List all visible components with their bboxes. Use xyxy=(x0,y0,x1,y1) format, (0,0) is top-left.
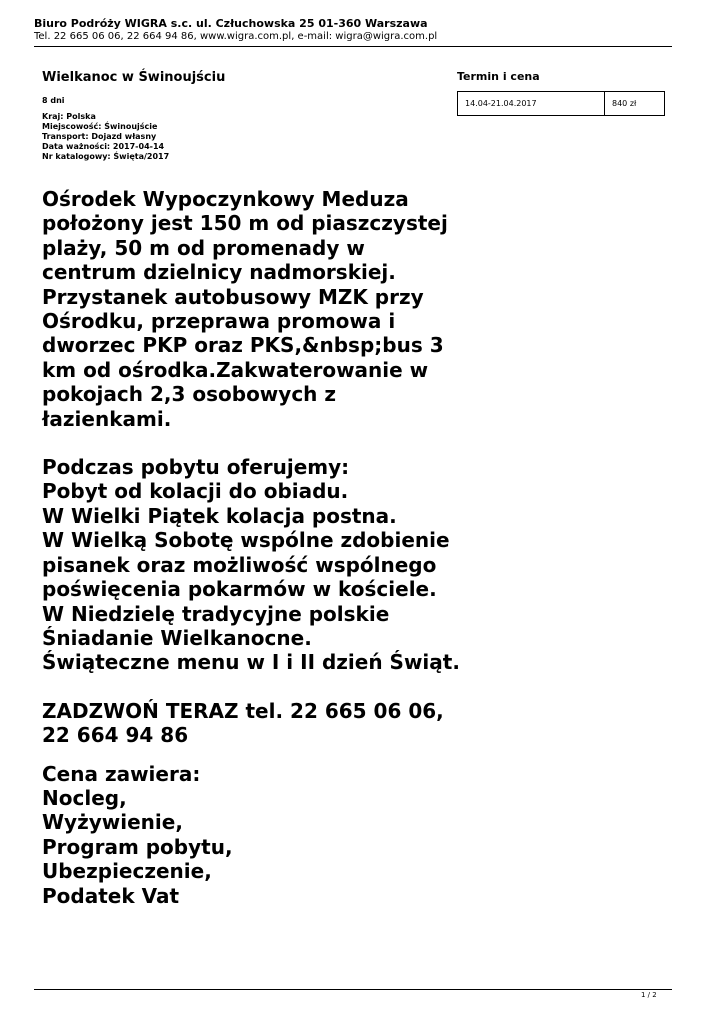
offer-list xyxy=(42,455,462,675)
includes-list xyxy=(42,762,462,908)
list-item: W Wielką Sobotę wspólne zdobienie pisanek oraz możliwość wspólnego poświęcenia pokarmów w kościele. xyxy=(42,528,450,602)
list-item: Program pobytu, xyxy=(42,834,233,859)
meta-location: Miejscowość: Świnoujście xyxy=(42,122,158,131)
meta-country: Kraj: Polska xyxy=(42,112,96,121)
list-item: Wyżywienie, xyxy=(42,810,183,835)
meta-catalog-number: Nr katalogowy: Święta/2017 xyxy=(42,152,170,161)
meta-transport: Transport: Dojazd własny xyxy=(42,132,157,141)
description-paragraph: Ośrodek Wypoczynkowy Meduza położony jest 150 m od piaszczystej plaży, 50 m od promenady w centrum dzielnicy nadmorskiej. Przystanek autobusowy MZK przy Ośrodku, przeprawa promowa i dworzec PKP oraz PKS,&nbsp;bus 3 km od ośrodka.Zakwaterowanie w pokojach 2,3 osobowych z łazienkami. xyxy=(42,187,448,431)
description xyxy=(42,187,462,908)
list-item: Podczas pobytu oferujemy: xyxy=(42,455,350,480)
company-name: Biuro Podróży WIGRA s.c. ul. Człuchowska 25 01-360 Warszawa xyxy=(34,17,428,30)
price-heading: Termin i cena xyxy=(457,70,540,83)
list-item: Ubezpieczenie, xyxy=(42,859,212,884)
list-item: Świąteczne menu w I i II dzień Świąt. xyxy=(42,650,460,675)
list-item: Pobyt od kolacji do obiadu. xyxy=(42,479,349,504)
list-item: Nocleg, xyxy=(42,785,127,810)
price-dates: 14.04-21.04.2017 xyxy=(458,92,605,116)
meta-valid-date: Data ważności: 2017-04-14 xyxy=(42,142,165,151)
table-row xyxy=(458,92,665,116)
trip-title: Wielkanoc w Świnoujściu xyxy=(42,70,226,85)
price-amount: 840 zł xyxy=(605,92,665,116)
trip-meta xyxy=(42,112,169,162)
list-item: W Wielki Piątek kolacja postna. xyxy=(42,503,397,528)
company-contact: Tel. 22 665 06 06, 22 664 94 86, www.wigra.com.pl, e-mail: wigra@wigra.com.pl xyxy=(34,31,438,42)
trip-duration: 8 dni xyxy=(42,96,65,105)
header-divider xyxy=(34,46,672,47)
list-item: W Niedzielę tradycyjne polskie Śniadanie Wielkanocne. xyxy=(42,601,390,650)
footer-divider xyxy=(34,989,672,990)
price-table xyxy=(457,91,665,116)
call-to-action: ZADZWOŃ TERAZ tel. 22 665 06 06, 22 664 94 86 xyxy=(42,698,444,748)
list-item: Cena zawiera: xyxy=(42,761,201,786)
list-item: Podatek Vat xyxy=(42,883,180,908)
page-number: 1 / 2 xyxy=(641,991,657,999)
